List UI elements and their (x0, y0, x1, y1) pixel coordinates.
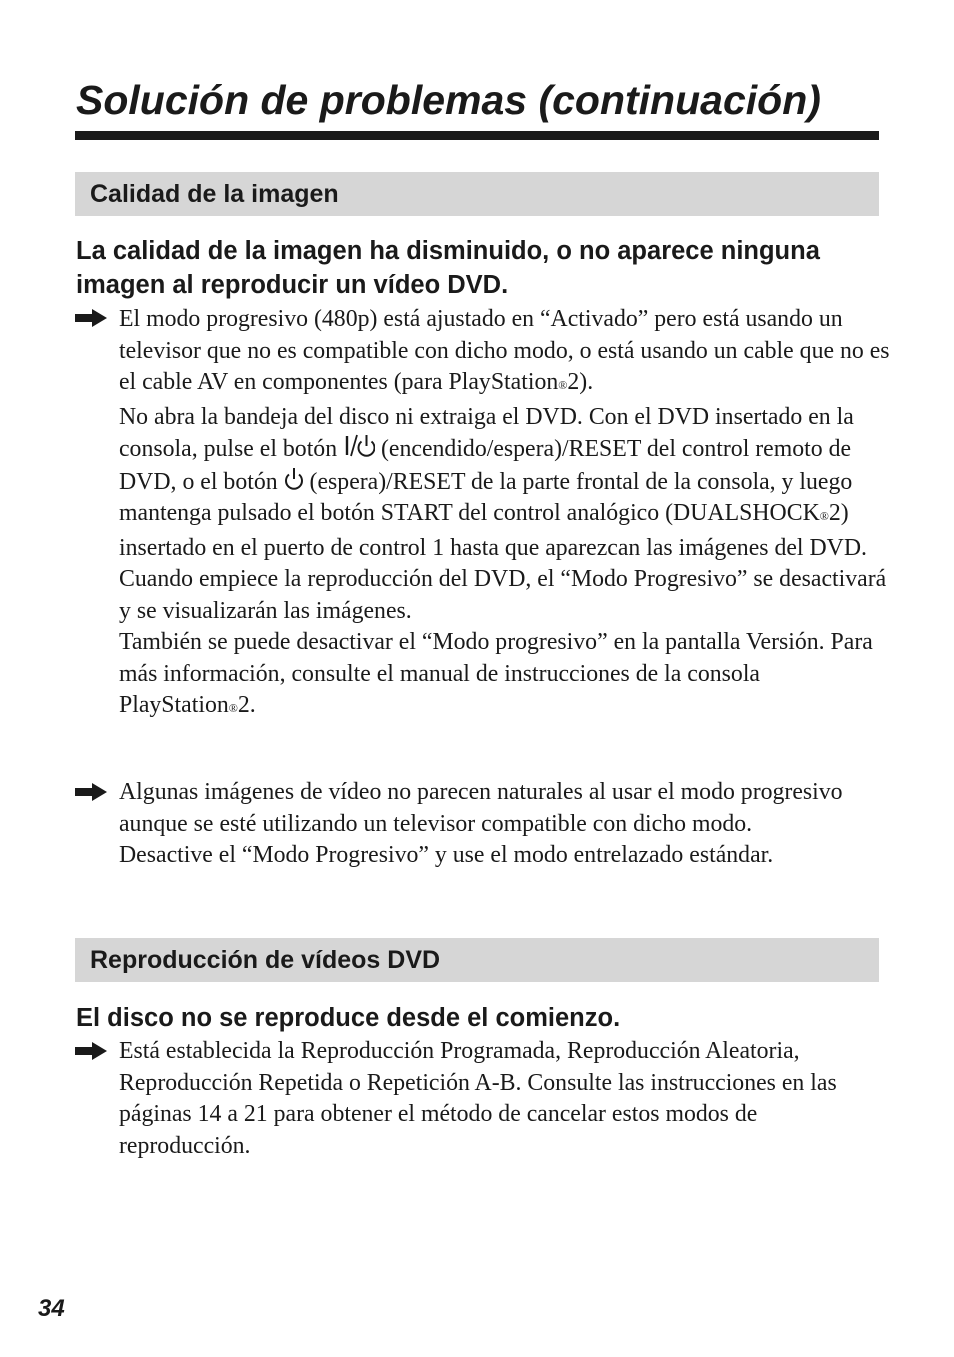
answer-paragraph (119, 627, 891, 725)
answer-text: (espera)/RESET de la parte frontal de la consola, y luego mantenga pulsado el botón START del control analógico (DUALSHOCK (119, 468, 853, 526)
registered-mark: ® (228, 701, 238, 715)
registered-mark: ® (558, 378, 568, 392)
answer-playback-modes (119, 1036, 891, 1162)
right-arrow-icon (75, 309, 107, 327)
right-arrow-icon (75, 1042, 107, 1060)
answer-text: El modo progresivo (480p) está ajustado en “Activado” pero está usando un televisor que no es compatible con dicho modo, o está usando un cable que no es el cable AV en componentes (para PlayStation (119, 306, 890, 395)
answer-text: 2) insertado en el puerto de control 1 hasta que aparezcan las imágenes del DVD. Cuando empiece la reproducción del DVD, el “Modo Progresivo” se desactivará y se visualizarán las imágenes. (119, 500, 887, 624)
title-underline (75, 131, 879, 140)
registered-mark: ® (819, 509, 829, 523)
right-arrow-icon (75, 783, 107, 801)
section-heading-dvd-playback: Reproducción de vídeos DVD (75, 938, 879, 982)
answer-paragraph: Algunas imágenes de vídeo no parecen naturales al usar el modo progresivo aunque se esté utilizando un televisor compatible con dicho modo. (119, 779, 843, 837)
answer-unnatural-images (119, 777, 891, 872)
problem-heading-image-quality: La calidad de la imagen ha disminuido, o no aparece ninguna imagen al reproducir un vídeo DVD. (76, 237, 820, 299)
page-title: Solución de problemas (continuación) (76, 77, 821, 123)
answer-paragraph: Está establecida la Reproducción Programada, Reproducción Aleatoria, Reproducción Repetida o Repetición A-B. Consulte las instrucciones en las páginas 14 a 21 para obtener el método de cancelar estos modos de reproducción. (119, 1038, 837, 1159)
section-heading-image-quality: Calidad de la imagen (75, 172, 879, 216)
answer-text: También se puede desactivar el “Modo progresivo” en la pantalla Versión. Para más información, consulte el manual de instrucciones de la consola PlayStation (119, 629, 873, 718)
on-standby-power-icon (343, 433, 375, 459)
answer-paragraph (119, 304, 891, 402)
answer-text: No abra la bandeja del disco ni extraiga el DVD. Con el DVD insertado en la consola, pulse el botón (119, 403, 854, 462)
problem-heading-dvd-playback: El disco no se reproduce desde el comienzo. (76, 1004, 621, 1032)
answer-paragraph: Desactive el “Modo Progresivo” y use el modo entrelazado estándar. (119, 842, 774, 868)
answer-text: (encendido/espera)/RESET del control remoto de DVD, o el botón (119, 436, 852, 495)
answer-paragraph (119, 402, 891, 628)
standby-power-icon (284, 466, 304, 492)
answer-text: 2). (567, 369, 594, 395)
answer-text: 2. (237, 692, 256, 718)
page-number: 34 (38, 1295, 65, 1322)
answer-progressive-mode (119, 304, 891, 725)
